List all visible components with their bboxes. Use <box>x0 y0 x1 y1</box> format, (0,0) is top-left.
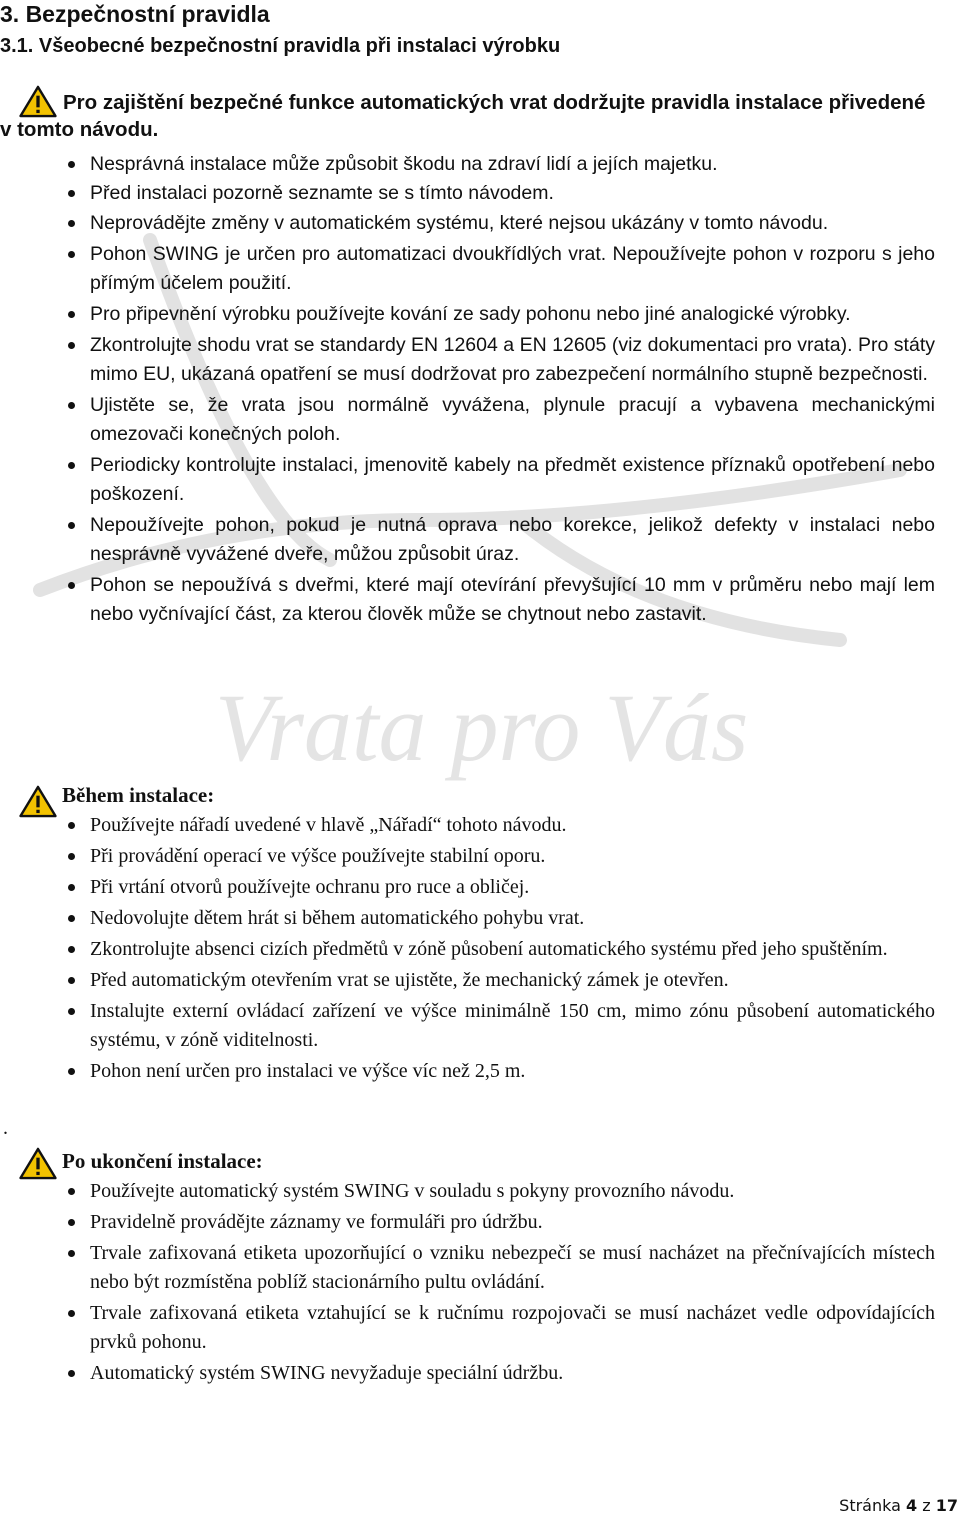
list-item: Při provádění operací ve výšce používejte stabilní oporu. <box>0 842 935 871</box>
list-item: Při vrtání otvorů používejte ochranu pro ruce a obličej. <box>0 873 935 902</box>
bullet-icon <box>68 1008 75 1015</box>
bullet-icon <box>68 251 75 258</box>
bullet-icon <box>68 190 75 197</box>
bullet-icon <box>68 161 75 168</box>
list-item: Nedovolujte dětem hrát si během automatického pohybu vrat. <box>0 904 935 933</box>
section-subheading: 3.1. Všeobecné bezpečnostní pravidla při instalaci výrobku <box>0 35 561 57</box>
bullet-icon <box>68 1188 75 1195</box>
during-installation-list <box>0 811 935 1086</box>
bullet-icon <box>68 342 75 349</box>
bullet-icon <box>68 1068 75 1075</box>
list-item: Ujistěte se, že vrata jsou normálně vyvážena, plynule pracují a vybavena mechanickými omezovači konečných poloh. <box>0 391 935 449</box>
bullet-icon <box>68 1310 75 1317</box>
intro-text: Pro zajištění bezpečné funkce automatických vrat dodržujte pravidla instalace přivedené v tomto návodu. <box>0 91 926 141</box>
during-installation-title: Během instalace: <box>62 783 215 807</box>
stray-mark: . <box>3 1117 8 1139</box>
list-item: Používejte automatický systém SWING v souladu s pokyny provozního návodu. <box>0 1177 935 1206</box>
bullet-icon <box>68 522 75 529</box>
footer-prefix: Stránka <box>839 1496 901 1515</box>
bullet-icon <box>68 915 75 922</box>
bullet-icon <box>68 462 75 469</box>
list-item: Zkontrolujte absenci cizích předmětů v zóně působení automatického systému před jeho spuštěním. <box>0 935 935 964</box>
bullet-icon <box>68 822 75 829</box>
list-item: Automatický systém SWING nevyžaduje speciální údržbu. <box>0 1359 935 1388</box>
warning-icon <box>18 1147 58 1180</box>
bullet-icon <box>68 1370 75 1377</box>
list-item: Periodicky kontrolujte instalaci, jmenovitě kabely na předmět existence příznaků opotřebení nebo poškození. <box>0 451 935 509</box>
bullet-icon <box>68 884 75 891</box>
list-item: Pohon není určen pro instalaci ve výšce víc než 2,5 m. <box>0 1057 935 1086</box>
bullet-icon <box>68 1219 75 1226</box>
after-installation-title: Po ukončení instalace: <box>62 1149 263 1173</box>
bullet-icon <box>68 220 75 227</box>
list-item: Instalujte externí ovládací zařízení ve výšce minimálně 150 cm, mimo zónu působení automatického systému, v zóně viditelnosti. <box>0 997 935 1055</box>
watermark-text: Vrata pro Vás <box>215 674 749 781</box>
page-footer <box>839 1496 958 1515</box>
bullet-icon <box>68 311 75 318</box>
list-item: Pohon SWING je určen pro automatizaci dvoukřídlých vrat. Nepoužívejte pohon v rozporu s jeho přímým účelem použití. <box>0 240 935 298</box>
list-item: Pravidelně provádějte záznamy ve formuláři pro údržbu. <box>0 1208 935 1237</box>
section-heading: 3. Bezpečnostní pravidla <box>0 1 270 27</box>
list-item: Neprovádějte změny v automatickém systému, které nejsou ukázány v tomto návodu. <box>0 209 935 238</box>
general-rules-list <box>0 150 935 629</box>
list-item: Trvale zafixovaná etiketa vztahující se k ručnímu rozpojovači se musí nacházet vedle odpovídajících prvků pohonu. <box>0 1299 935 1357</box>
list-item: Pro připevnění výrobku používejte kování ze sady pohonu nebo jiné analogické výrobky. <box>0 300 935 329</box>
bullet-icon <box>68 853 75 860</box>
bullet-icon <box>68 1250 75 1257</box>
bullet-icon <box>68 582 75 589</box>
list-item: Zkontrolujte shodu vrat se standardy EN 12604 a EN 12605 (viz dokumentaci pro vrata). Pro státy mimo EU, ukázaná opatření se musí dodržovat pro zabezpečení normálního stupně bezpečnosti. <box>0 331 935 389</box>
list-item: Nepoužívejte pohon, pokud je nutná oprava nebo korekce, jelikož defekty v instalaci nebo nesprávně vyvážené dveře, můžou způsobit úraz. <box>0 511 935 569</box>
footer-page-total: 17 <box>935 1496 958 1515</box>
list-item: Před automatickým otevřením vrat se ujistěte, že mechanický zámek je otevřen. <box>0 966 935 995</box>
list-item: Používejte nářadí uvedené v hlavě „Nářadí“ tohoto návodu. <box>0 811 935 840</box>
bullet-icon <box>68 402 75 409</box>
after-installation-list <box>0 1177 935 1388</box>
footer-page-number: 4 <box>906 1496 918 1515</box>
list-item: Před instalaci pozorně seznamte se s tímto návodem. <box>0 179 935 208</box>
bullet-icon <box>68 977 75 984</box>
list-item: Pohon se nepoužívá s dveřmi, které mají otevírání převyšující 10 mm v průměru nebo mají lem nebo vyčnívající část, za kterou člověk může se chytnout nebo zastavit. <box>0 571 935 629</box>
list-item: Trvale zafixovaná etiketa upozorňující o vzniku nebezpečí se musí nacházet na přečnívajících místech nebo být rozmístěna poblíž stacionárního pultu ovládání. <box>0 1239 935 1297</box>
footer-separator: z <box>922 1496 931 1515</box>
bullet-icon <box>68 946 75 953</box>
list-item: Nesprávná instalace může způsobit škodu na zdraví lidí a jejích majetku. <box>0 150 935 179</box>
